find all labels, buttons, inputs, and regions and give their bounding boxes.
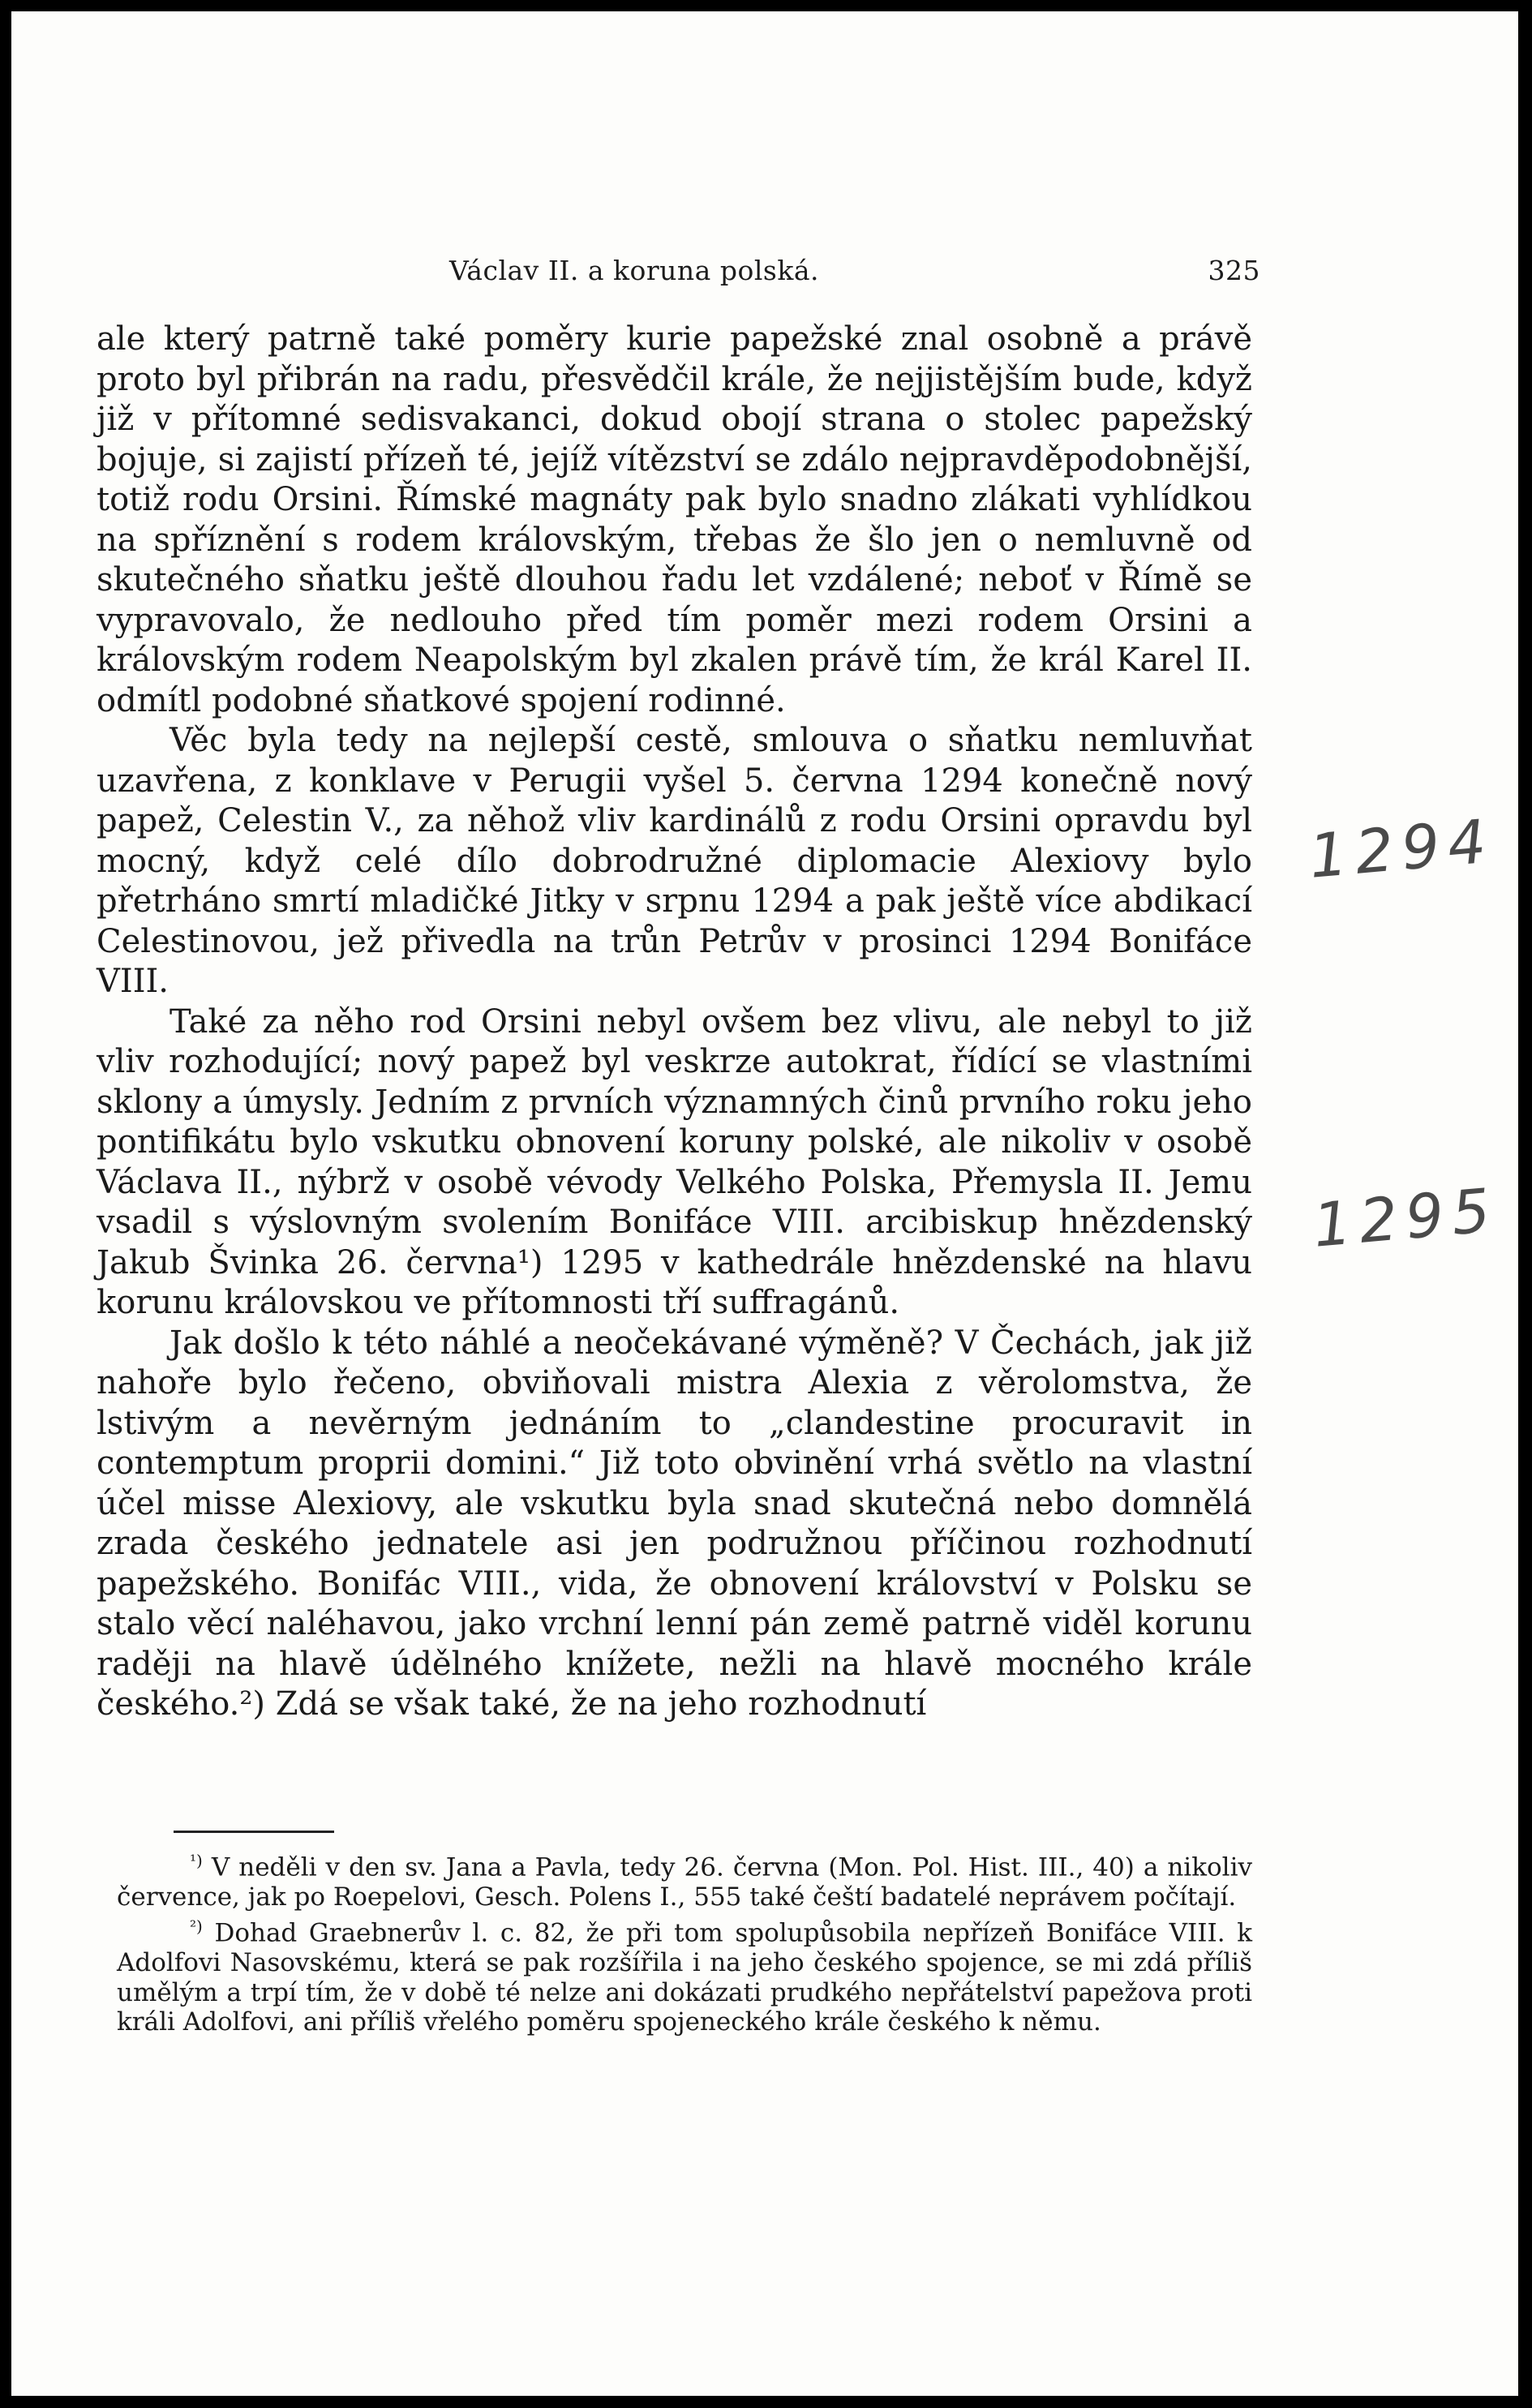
paragraph-3: Také za něho rod Orsini nebyl ovšem bez vlivu, ale nebyl to již vliv rozhodující; nový papež byl veskrze autokrat, řídící se vlastními sklony a úmysly. Jedním z prvních významných činů prvního roku jeho pontifikátu bylo vskutku obnovení koruny polské, ale nikoliv v osobě Václava II., nýbrž v osobě vévody Velkého Polska, Přemysla II. Jemu vsadil s výslovným svolením Bonifáce VIII. arcibiskup hnězdenský Jakub Švinka 26. června¹) 1295 v kathedrále hnězdenské na hlavu korunu královskou ve přítomnosti tří suffragánů. <box>97 1002 1252 1321</box>
margin-note-1294: 1294 <box>1306 806 1497 892</box>
paragraph-2: Věc byla tedy na nejlepší cestě, smlouva o sňatku nemluvňat uzavřena, z konklave v Perugii vyšel 5. června 1294 konečně nový papež, Celestin V., za něhož vliv kardinálů z rodu Orsini opravdu byl mocný, když celé dílo dobrodružné diplomacie Alexiovy bylo přetrháno smrtí mladičké Jitky v srpnu 1294 a pak ještě více abdikací Celestinovou, jež přivedla na trůn Petrův v prosinci 1294 Bonifáce VIII. <box>97 722 1252 1000</box>
footnotes <box>117 1846 1252 2037</box>
footnote-2 <box>117 1912 1252 2037</box>
running-head <box>449 255 1260 286</box>
footnote-1-marker: ¹) <box>190 1851 203 1870</box>
footnote-1-text: V neděli v den sv. Jana a Pavla, tedy 26. června (Mon. Pol. Hist. III., 40) a nikoliv července, jak po Roepelovi, Gesch. Polens I., 555 také čeští badatelé neprávem počítají. <box>117 1852 1252 1912</box>
page-number: 325 <box>1208 255 1260 286</box>
margin-note-1295: 1295 <box>1310 1175 1501 1261</box>
body-text <box>97 320 1252 1725</box>
paragraph-1: ale který patrně také poměry kurie papežské znal osobně a právě proto byl přibrán na radu, přesvědčil krále, že nejjistějším bude, když již v přítomné sedisvakanci, dokud obojí strana o stolec papežský bojuje, si zajistí přízeň té, jejíž vítězství se zdálo nejpravděpodobnější, totiž rodu Orsini. Římské magnáty pak bylo snadno zlákati vyhlídkou na spříznění s rodem královským, třebas že šlo jen o nemluvně od skutečného sňatku ještě dlouhou řadu let vzdálené; neboť v Římě se vypravovalo, že nedlouho před tím poměr mezi rodem Orsini a královským rodem Neapolským byl zkalen právě tím, že král Karel II. odmítl podobné sňatkové spojení rodinné. <box>97 320 1252 719</box>
footnote-2-text: Dohad Graebnerův l. c. 82, že při tom spolupůsobila nepřízeň Bonifáce VIII. k Adolfovi Nasovskému, která se pak rozšířila i na jeho českého spojence, se mi zdá příliš umělým a trpí tím, že v době té nelze ani dokázati prudkého nepřátelství papežova proti králi Adolfovi, ani příliš vřelého poměru spojeneckého krále českého k němu. <box>117 1918 1252 2037</box>
running-title: Václav II. a koruna polská. <box>449 255 819 286</box>
footnote-2-marker: ²) <box>190 1917 203 1937</box>
paragraph-4: Jak došlo k této náhlé a neočekávané výměně? V Čechách, jak již nahoře bylo řečeno, obviňovali mistra Alexia z věrolomstva, že lstivým a nevěrným jednáním to „clandestine procuravit in contemptum proprii domini.“ Již toto obvinění vrhá světlo na vlastní účel misse Alexiovy, ale vskutku byla snad skutečná nebo domnělá zrada českého jednatele asi jen podružnou příčinou rozhodnutí papežského. Bonifác VIII., vida, že obnovení království v Polsku se stalo věcí naléhavou, jako vrchní lenní pán země patrně viděl korunu raději na hlavě údělného knížete, nežli na hlavě mocného krále českého.²) Zdá se však také, že na jeho rozhodnutí <box>97 1324 1252 1723</box>
footnote-rule <box>174 1831 334 1833</box>
footnote-1 <box>117 1846 1252 1912</box>
book-page <box>11 11 1518 2396</box>
